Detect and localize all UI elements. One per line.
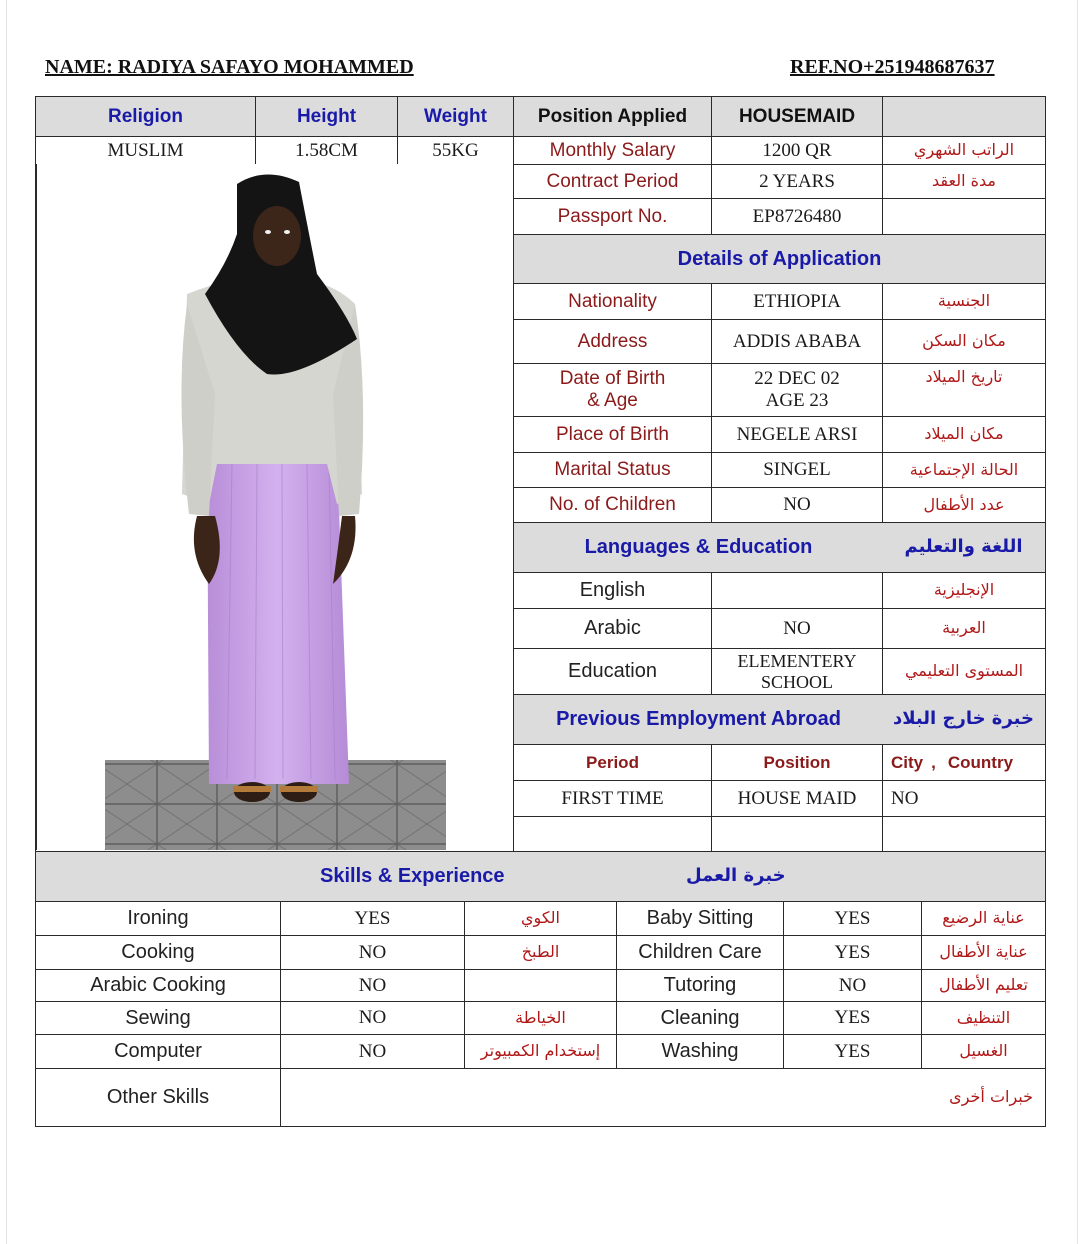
employment-position-value: HOUSE MAID [711,780,883,817]
candidate-photo [36,164,513,850]
skill-left-arabic: الكوي [464,901,617,936]
address-value: ADDIS ABABA [711,319,883,364]
marital-status-value: SINGEL [711,452,883,488]
reference-number: REF.NO+251948687637 [790,56,995,78]
dob-label-line2: & Age [587,390,638,411]
contract-period-value: 2 YEARS [711,164,883,199]
education-value-line1: ELEMENTERY [737,650,857,671]
skill-left-value: NO [280,935,465,970]
employment-col-city: City [891,752,924,772]
other-skills-value [280,1068,1046,1127]
employment-period-value: FIRST TIME [513,780,712,817]
skill-right-label: Cleaning [616,1001,784,1035]
languages-section-title-arabic: اللغة والتعليم [882,522,1046,573]
skill-right-value: YES [783,1001,922,1035]
weight-value: 55KG [397,136,514,165]
details-section-title: Details of Application [513,234,1046,284]
passport-arabic [882,198,1046,235]
skill-right-label: Baby Sitting [616,901,784,936]
skill-right-arabic: التنظيف [921,1001,1046,1035]
dob-label-line1: Date of Birth [559,368,666,390]
education-value-line2: SCHOOL [760,671,833,692]
skill-left-label: Arabic Cooking [35,969,281,1002]
skills-section-title-arabic: خبرة العمل [686,865,786,887]
skill-left-value: NO [280,1001,465,1035]
arabic-arabic: العربية [882,608,1046,649]
skill-left-arabic: الطبخ [464,935,617,970]
skills-section-header [35,851,1046,902]
position-applied-value: HOUSEMAID [711,96,883,137]
skill-right-label: Children Care [616,935,784,970]
passport-label: Passport No. [513,198,712,235]
skill-left-label: Ironing [35,901,281,936]
english-label: English [513,572,712,609]
religion-value: MUSLIM [35,136,256,165]
skill-left-arabic: الخياطة [464,1001,617,1035]
nationality-arabic: الجنسية [882,283,1046,320]
birthplace-label: Place of Birth [513,416,712,453]
position-applied-label: Position Applied [513,96,712,137]
passport-value: EP8726480 [711,198,883,235]
height-header: Height [255,96,398,137]
employment-empty-city [882,816,1046,852]
marital-status-arabic: الحالة الإجتماعية [882,452,1046,488]
employment-col-city-country [882,744,1046,781]
skill-left-label: Sewing [35,1001,281,1035]
employment-empty-position [711,816,883,852]
skill-right-label: Tutoring [616,969,784,1002]
english-arabic: الإنجليزية [882,572,1046,609]
candidate-name: NAME: RADIYA SAFAYO MOHAMMED [45,56,414,78]
education-value [711,648,883,695]
monthly-salary-arabic: الراتب الشهري [882,136,1046,165]
address-label: Address [513,319,712,364]
dob-date: 22 DEC 02 [754,368,840,390]
employment-section-title: Previous Employment Abroad [513,694,883,745]
skill-right-value: YES [783,901,922,936]
skills-section-title: Skills & Experience [320,865,505,887]
skill-left-arabic [464,969,617,1002]
employment-city-value: NO [882,780,1046,817]
dob-age: AGE 23 [765,390,829,411]
nationality-label: Nationality [513,283,712,320]
arabic-label: Arabic [513,608,712,649]
skill-right-arabic: عناية الرضيع [921,901,1046,936]
employment-empty-period [513,816,712,852]
monthly-salary-value: 1200 QR [711,136,883,165]
skill-right-value: YES [783,935,922,970]
employment-col-separator: , [931,752,936,772]
other-skills-arabic: خبرات أخرى [949,1087,1033,1107]
dob-value [711,363,883,417]
birthplace-arabic: مكان الميلاد [882,416,1046,453]
skill-right-value: NO [783,969,922,1002]
education-arabic: المستوى التعليمي [882,648,1046,695]
marital-status-label: Marital Status [513,452,712,488]
english-value [711,572,883,609]
other-skills-label: Other Skills [35,1068,281,1127]
arabic-value: NO [711,608,883,649]
skill-right-arabic: عناية الأطفال [921,935,1046,970]
employment-col-country: Country [947,752,1014,772]
skill-right-label: Washing [616,1034,784,1069]
monthly-salary-label: Monthly Salary [513,136,712,165]
dob-label [513,363,712,417]
skill-left-arabic: إستخدام الكمبيوتر [464,1034,617,1069]
skill-left-value: NO [280,1034,465,1069]
address-arabic: مكان السكن [882,319,1046,364]
weight-header: Weight [397,96,514,137]
skill-left-label: Computer [35,1034,281,1069]
contract-period-label: Contract Period [513,164,712,199]
children-label: No. of Children [513,487,712,523]
person-photo-icon [37,164,513,850]
children-arabic: عدد الأطفال [882,487,1046,523]
religion-header: Religion [35,96,256,137]
skill-right-arabic: تعليم الأطفال [921,969,1046,1002]
employment-col-position: Position [711,744,883,781]
birthplace-value: NEGELE ARSI [711,416,883,453]
skill-left-value: YES [280,901,465,936]
children-value: NO [711,487,883,523]
skill-right-arabic: الغسيل [921,1034,1046,1069]
skill-left-label: Cooking [35,935,281,970]
height-value: 1.58CM [255,136,398,165]
skill-left-value: NO [280,969,465,1002]
contract-period-arabic: مدة العقد [882,164,1046,199]
employment-col-period: Period [513,744,712,781]
languages-section-title: Languages & Education [513,522,883,573]
position-arabic-empty [882,96,1046,137]
nationality-value: ETHIOPIA [711,283,883,320]
photo-left-border [35,164,36,852]
skill-right-value: YES [783,1034,922,1069]
employment-section-title-arabic: خبرة خارج البلاد [882,694,1046,745]
dob-arabic: تاريخ الميلاد [882,363,1046,417]
education-label: Education [513,648,712,695]
